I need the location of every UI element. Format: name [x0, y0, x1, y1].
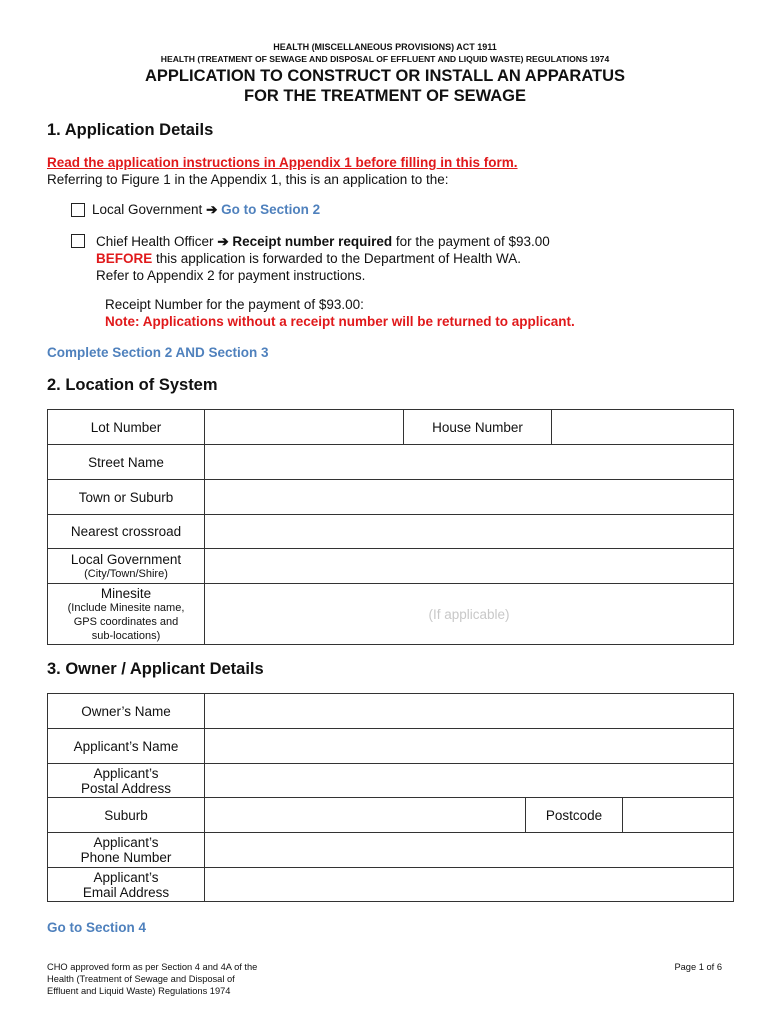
minesite-sublabel-1: (Include Minesite name,: [67, 601, 185, 614]
page-number: Page 1 of 6: [674, 962, 722, 972]
local-government-checkbox[interactable]: [71, 203, 85, 217]
postal-address-label: [48, 764, 205, 798]
house-number-label: House Number: [404, 410, 552, 445]
receipt-note: Note: Applications without a receipt number will be returned to applicant.: [105, 314, 575, 329]
phone-number-field[interactable]: [205, 833, 734, 868]
postal-address-field[interactable]: [205, 764, 734, 798]
owners-name-field[interactable]: [205, 694, 734, 729]
local-government-label: [48, 549, 205, 584]
forwarded-text: this application is forwarded to the Department of Health WA.: [152, 251, 521, 266]
minesite-sublabel-3: sub-locations): [91, 629, 161, 642]
receipt-number-label: Receipt Number for the payment of $93.00:: [105, 297, 364, 312]
act-title: HEALTH (MISCELLANEOUS PROVISIONS) ACT 1911: [273, 42, 497, 52]
regulations-title: HEALTH (TREATMENT OF SEWAGE AND DISPOSAL OF EFFLUENT AND LIQUID WASTE) REGULATIONS 1974: [160, 54, 610, 64]
town-suburb-label: Town or Suburb: [48, 480, 205, 515]
street-name-field[interactable]: [205, 445, 734, 480]
postal-address-label-1: Applicant’s: [93, 765, 159, 781]
goto-section2-link[interactable]: Go to Section 2: [221, 202, 321, 217]
chief-health-officer-checkbox[interactable]: [71, 234, 85, 248]
footer-line-2: Health (Treatment of Sewage and Disposal of: [47, 974, 235, 984]
before-text: BEFORE: [96, 251, 153, 266]
option-local-government: [92, 202, 320, 218]
page-title: [0, 66, 770, 106]
section3-heading: 3. Owner / Applicant Details: [47, 660, 264, 678]
phone-number-label-1: Applicant’s: [93, 835, 159, 850]
nearest-crossroad-label: Nearest crossroad: [48, 515, 205, 549]
phone-number-label-2: Phone Number: [80, 850, 172, 865]
minesite-sublabel-2: GPS coordinates and: [73, 615, 179, 628]
nearest-crossroad-field[interactable]: [205, 515, 734, 549]
page-title-line2: FOR THE TREATMENT OF SEWAGE: [243, 87, 527, 105]
instruction-link[interactable]: Read the application instructions in Appendix 1 before filling in this form.: [47, 155, 518, 170]
applicants-name-field[interactable]: [205, 729, 734, 764]
suburb-label: Suburb: [48, 798, 205, 833]
email-address-label-2: Email Address: [82, 884, 170, 900]
option-cho-label: Chief Health Officer: [96, 234, 218, 249]
section1-heading: 1. Application Details: [47, 121, 214, 139]
arrow-right-icon: ➔: [206, 202, 218, 217]
goto-section4-link[interactable]: Go to Section 4: [47, 920, 147, 935]
email-address-label: [48, 868, 205, 902]
email-address-label-1: Applicant’s: [93, 869, 159, 885]
local-government-field[interactable]: [205, 549, 734, 584]
town-suburb-field[interactable]: [205, 480, 734, 515]
lot-number-label: Lot Number: [48, 410, 205, 445]
footer-line-3: Effluent and Liquid Waste) Regulations 1974: [47, 986, 231, 996]
arrow-right-icon: ➔: [217, 234, 229, 249]
option-chief-health-officer: [96, 233, 550, 284]
section2-heading: 2. Location of System: [47, 376, 218, 394]
refer-text: Refer to Appendix 2 for payment instructions.: [96, 268, 366, 283]
street-name-label: Street Name: [48, 445, 205, 480]
location-table: [47, 409, 734, 645]
lot-number-field[interactable]: [205, 410, 404, 445]
owners-name-label: Owner’s Name: [48, 694, 205, 729]
owner-applicant-table: [47, 693, 734, 902]
postcode-field[interactable]: [623, 798, 734, 833]
house-number-field[interactable]: [552, 410, 734, 445]
postcode-label: Postcode: [526, 798, 623, 833]
email-address-field[interactable]: [205, 868, 734, 902]
applicants-name-label: Applicant’s Name: [48, 729, 205, 764]
option-local-label: Local Government: [92, 202, 207, 217]
complete-sections-text: Complete Section 2 AND Section 3: [47, 345, 269, 360]
postal-address-label-2: Postal Address: [80, 780, 172, 796]
referring-text: Referring to Figure 1 in the Appendix 1, this is an application to the:: [47, 172, 449, 187]
minesite-label: [48, 584, 205, 645]
page-title-line1: APPLICATION TO CONSTRUCT OR INSTALL AN APPARATUS: [144, 67, 626, 85]
footer-note: [47, 961, 257, 997]
minesite-label-text: Minesite: [100, 585, 152, 601]
footer-line-1: CHO approved form as per Section 4 and 4A of the: [47, 962, 258, 972]
minesite-field[interactable]: (If applicable): [205, 584, 734, 645]
receipt-required: Receipt number required: [228, 234, 393, 249]
local-government-label-text: Local Government: [70, 551, 182, 567]
phone-number-label: [48, 833, 205, 868]
payment-text: for the payment of $93.00: [392, 234, 550, 249]
local-government-sublabel: (City/Town/Shire): [84, 567, 168, 580]
suburb-field[interactable]: [205, 798, 526, 833]
